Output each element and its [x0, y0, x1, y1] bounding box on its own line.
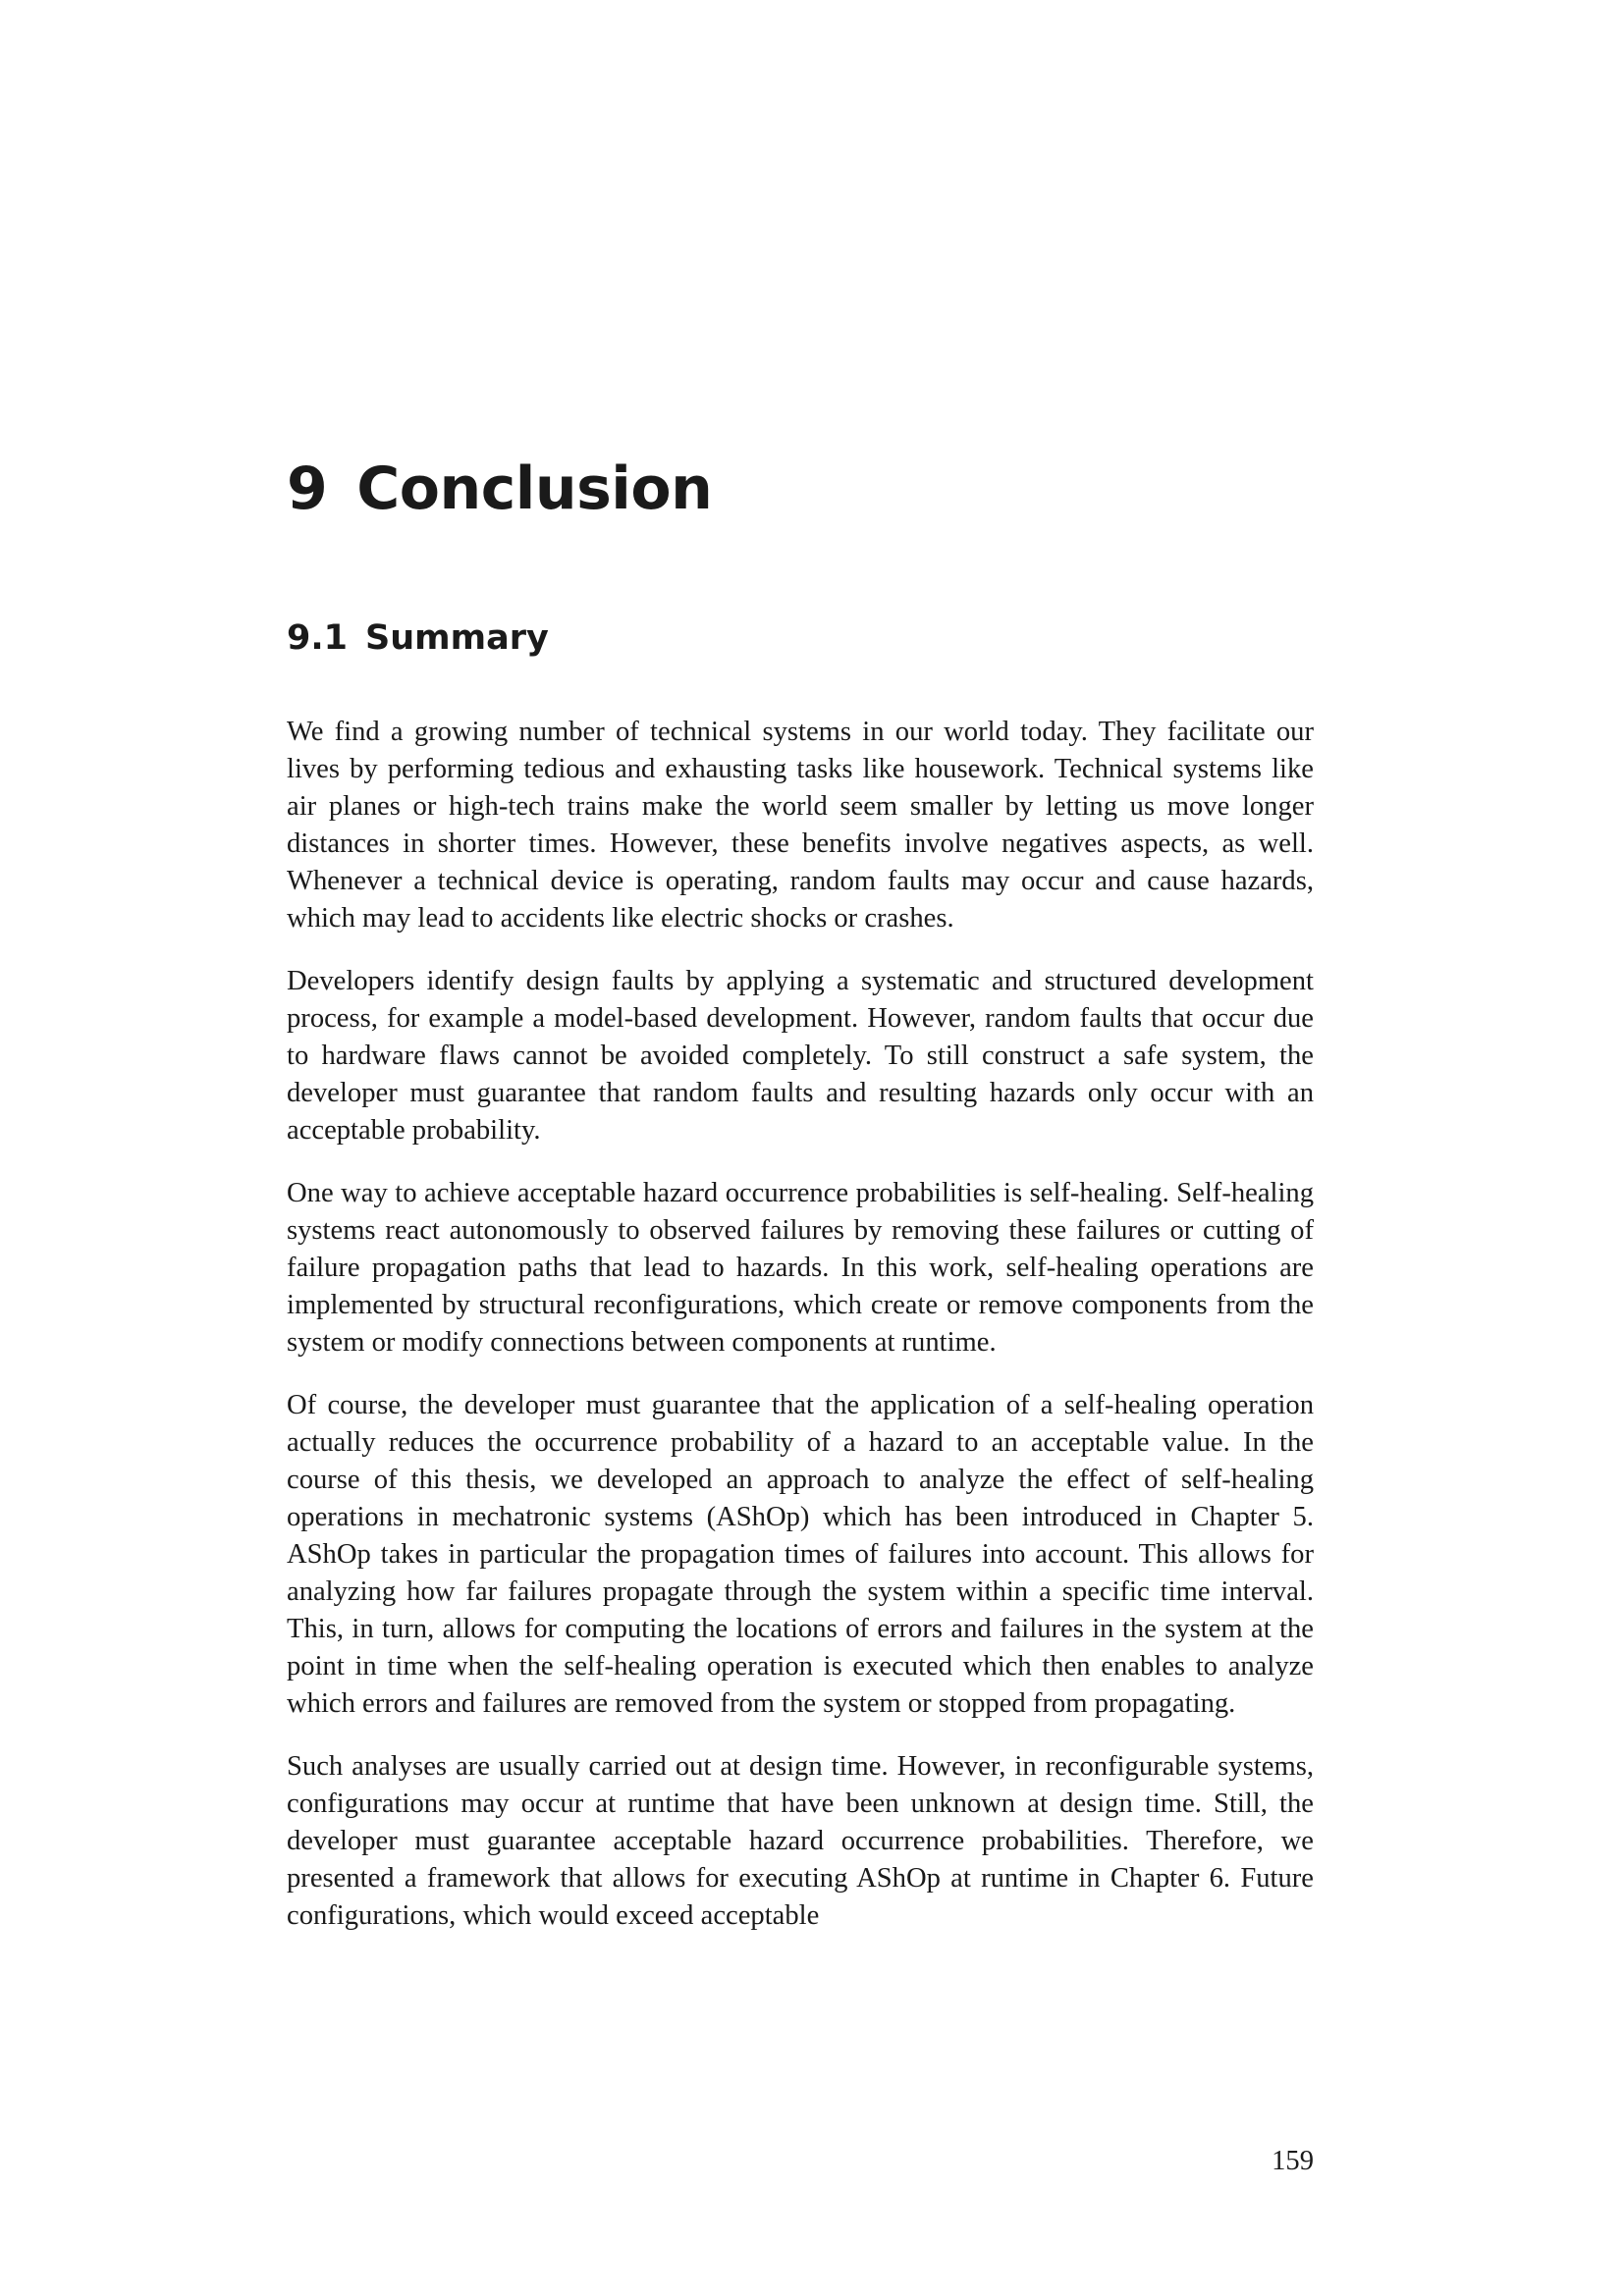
section-title-text: Summary [365, 618, 549, 658]
page-number: 159 [1272, 2146, 1314, 2176]
chapter-number: 9 [287, 454, 328, 523]
section-title [287, 616, 549, 660]
paragraph: Such analyses are usually carried out at design time. However, in reconfigurable systems, configurations may occur at runtime that have been unknown at design time. Still, the developer must guarantee acceptable hazard occurrence probabilities. Therefore, we presented a framework that allows for executing AShOp at runtime in Chapter 6. Future configurations, which would exceed acceptable [287, 1751, 1314, 1931]
paragraph: Of course, the developer must guarantee that the application of a self-healing operation actually reduces the occurrence probability of a hazard to an acceptable value. In the course of this thesis, we developed an approach to analyze the effect of self-healing operations in mechatronic systems (AShOp) which has been introduced in Chapter 5. AShOp takes in particular the propagation times of failures into account. This allows for analyzing how far failures propagate through the system within a specific time interval. This, in turn, allows for computing the locations of errors and failures in the system at the point in time when the self-healing operation is executed which then enables to analyze which errors and failures are removed from the system or stopped from propagating. [287, 1390, 1314, 1719]
section-number: 9.1 [287, 618, 349, 658]
paragraph: We find a growing number of technical systems in our world today. They facilitate our lives by performing tedious and exhausting tasks like housework. Technical systems like air planes or high-tech trains make the world seem smaller by letting us move longer distances in shorter times. However, these benefits involve negatives aspects, as well. Whenever a technical device is operating, random faults may occur and cause hazards, which may lead to accidents like electric shocks or crashes. [287, 717, 1314, 934]
paragraph: One way to achieve acceptable hazard occurrence probabilities is self-healing. Self-healing systems react autonomously to observed failures by removing these failures or cutting of failure propagation paths that lead to hazards. In this work, self-healing operations are implemented by structural reconfigurations, which create or remove components from the system or modify connections between components at runtime. [287, 1178, 1314, 1358]
chapter-title-text: Conclusion [356, 454, 713, 523]
paragraph: Developers identify design faults by applying a systematic and structured development process, for example a model-based development. However, random faults that occur due to hardware flaws cannot be avoided completely. To still construct a safe system, the developer must guarantee that random faults and resulting hazards only occur with an acceptable probability. [287, 966, 1314, 1146]
chapter-title [287, 454, 712, 524]
body-text [287, 714, 1314, 1960]
